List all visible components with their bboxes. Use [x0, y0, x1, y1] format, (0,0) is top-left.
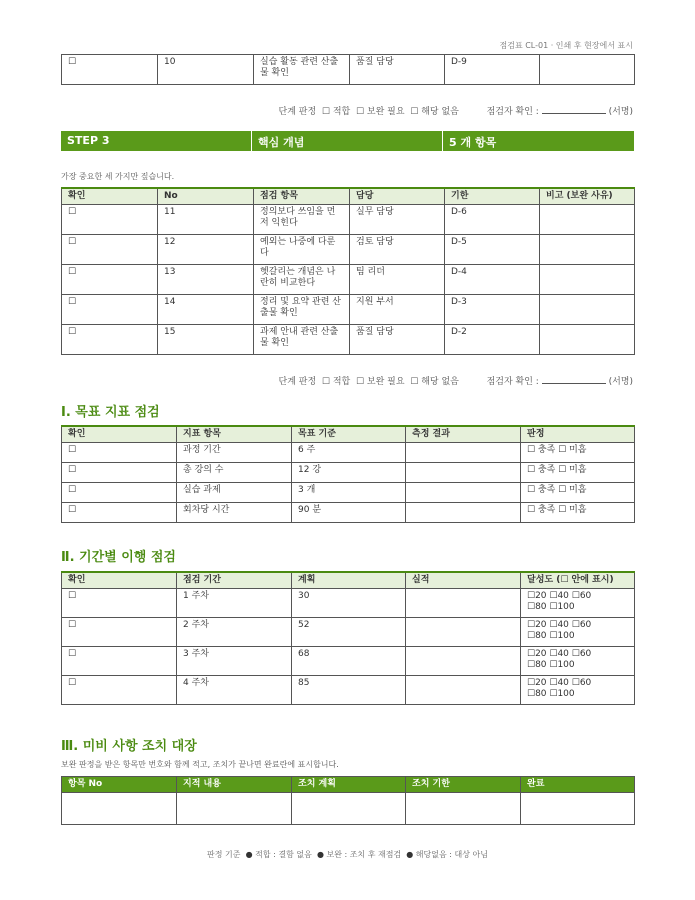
table-row — [62, 463, 635, 483]
col-item-no: 항목 No — [62, 777, 177, 793]
plan-value: 30 — [292, 589, 406, 618]
table-row — [62, 676, 635, 705]
achievement-line[interactable]: ☐20 ☐40 ☐60 — [527, 620, 592, 630]
achievement-options[interactable] — [521, 618, 635, 647]
input-cell[interactable] — [177, 793, 292, 825]
checkbox[interactable]: ☐ — [62, 55, 158, 85]
judgment-option-na[interactable]: ☐ 해당 없음 — [410, 377, 459, 387]
step-check-table — [61, 187, 635, 355]
achievement-line[interactable]: ☐80 ☐100 — [527, 631, 575, 641]
period: 1 주차 — [177, 589, 292, 618]
table-row — [62, 618, 635, 647]
result-cell[interactable] — [406, 483, 521, 503]
table-row — [62, 295, 635, 325]
plan-value: 85 — [292, 676, 406, 705]
note-cell[interactable] — [540, 295, 635, 325]
owner: 실무 담당 — [350, 205, 445, 235]
col-target: 목표 기준 — [292, 426, 406, 443]
step-note: 가장 중요한 세 가지만 짚습니다. — [61, 172, 175, 181]
item-number: 12 — [158, 235, 254, 265]
checkbox[interactable]: ☐ — [62, 503, 177, 523]
inspector-label: 점검자 확인 : — [486, 107, 539, 117]
col-check: 확인 — [62, 426, 177, 443]
deadline: D-3 — [445, 295, 540, 325]
input-cell[interactable] — [521, 793, 635, 825]
section-title: Ⅲ. 미비 사항 조치 대장 — [61, 739, 197, 754]
table-row — [62, 235, 635, 265]
checkbox[interactable]: ☐ — [62, 589, 177, 618]
top-continuation-table — [61, 54, 635, 85]
signature-line[interactable] — [542, 375, 606, 384]
plan-value: 52 — [292, 618, 406, 647]
stage-judgment-line — [279, 374, 633, 387]
result-cell[interactable] — [406, 463, 521, 483]
table-row — [62, 483, 635, 503]
table-row — [62, 589, 635, 618]
owner: 품질 담당 — [350, 55, 445, 85]
checkbox[interactable]: ☐ — [62, 647, 177, 676]
target-value: 90 분 — [292, 503, 406, 523]
table-header-row — [62, 572, 635, 589]
note-cell[interactable] — [540, 325, 635, 355]
item-number: 10 — [158, 55, 254, 85]
col-check: 확인 — [62, 572, 177, 589]
col-actual: 실적 — [406, 572, 521, 589]
item-number: 13 — [158, 265, 254, 295]
actual-cell[interactable] — [406, 618, 521, 647]
col-metric: 지표 항목 — [177, 426, 292, 443]
item-text: 예외는 나중에 다룬다 — [254, 235, 350, 265]
stage-judgment-line — [279, 104, 633, 117]
achievement-line[interactable]: ☐80 ☐100 — [527, 660, 575, 670]
col-plan: 계획 — [292, 572, 406, 589]
legend-item: 보완 : 조치 후 재점검 — [326, 850, 402, 859]
achievement-line[interactable]: ☐20 ☐40 ☐60 — [527, 591, 592, 601]
metric-name: 총 강의 수 — [177, 463, 292, 483]
item-text: 실습 활동 관련 산출물 확인 — [254, 55, 350, 85]
checkbox[interactable]: ☐ — [62, 265, 158, 295]
step-bar — [61, 131, 634, 151]
item-number: 15 — [158, 325, 254, 355]
achievement-options[interactable] — [521, 647, 635, 676]
bullet-icon: ● — [316, 850, 324, 859]
item-text: 과제 안내 관련 산출물 확인 — [254, 325, 350, 355]
table-header-row — [62, 777, 635, 793]
achievement-options[interactable] — [521, 589, 635, 618]
legend-label: 판정 기준 — [207, 850, 241, 859]
period: 3 주차 — [177, 647, 292, 676]
judgment-option-fix[interactable]: ☐ 보완 필요 — [355, 377, 405, 387]
judgment-option-pass[interactable]: ☐ 적합 — [321, 377, 351, 387]
deadline: D-6 — [445, 205, 540, 235]
item-number: 14 — [158, 295, 254, 325]
target-metrics-table — [61, 425, 635, 523]
col-no: No — [158, 188, 254, 205]
period: 2 주차 — [177, 618, 292, 647]
judgment-label: 단계 판정 — [278, 377, 317, 387]
action-log-table — [61, 776, 635, 825]
note-cell[interactable] — [540, 205, 635, 235]
actual-cell[interactable] — [406, 589, 521, 618]
item-text: 헷갈리는 개념은 나란히 비교한다 — [254, 265, 350, 295]
section-title: Ⅱ. 기간별 이행 점검 — [61, 550, 176, 565]
target-value: 12 강 — [292, 463, 406, 483]
achievement-line[interactable]: ☐80 ☐100 — [527, 689, 575, 699]
judgment-option-fix[interactable]: ☐ 보완 필요 — [355, 107, 405, 117]
plan-value: 68 — [292, 647, 406, 676]
checkbox[interactable]: ☐ — [62, 325, 158, 355]
owner: 지원 부서 — [350, 295, 445, 325]
col-deadline: 기한 — [445, 188, 540, 205]
target-value: 3 개 — [292, 483, 406, 503]
table-row — [62, 443, 635, 463]
col-action-deadline: 조치 기한 — [406, 777, 521, 793]
judgment-label: 단계 판정 — [278, 107, 317, 117]
owner: 품질 담당 — [350, 325, 445, 355]
checkbox[interactable]: ☐ — [62, 463, 177, 483]
document-header: 점검표 CL-01 · 인쇄 후 현장에서 표시 — [499, 41, 633, 50]
period: 4 주차 — [177, 676, 292, 705]
note-cell[interactable] — [540, 235, 635, 265]
signature-label: (서명) — [608, 107, 633, 117]
col-note: 비고 (보완 사유) — [540, 188, 635, 205]
section-title: Ⅰ. 목표 지표 점검 — [61, 405, 160, 420]
item-text: 정의보다 쓰임을 먼저 익힌다 — [254, 205, 350, 235]
owner: 팀 리더 — [350, 265, 445, 295]
verdict-options[interactable]: ☐ 충족 ☐ 미흡 — [521, 483, 635, 503]
signature-label: (서명) — [608, 377, 633, 387]
table-row — [62, 55, 635, 85]
col-achievement: 달성도 (☐ 안에 표시) — [521, 572, 635, 589]
table-row — [62, 793, 635, 825]
owner: 검토 담당 — [350, 235, 445, 265]
table-row — [62, 205, 635, 235]
checkbox[interactable]: ☐ — [62, 618, 177, 647]
input-cell[interactable] — [292, 793, 406, 825]
col-result: 측정 결과 — [406, 426, 521, 443]
metric-name: 회차당 시간 — [177, 503, 292, 523]
checkbox[interactable]: ☐ — [62, 235, 158, 265]
step-count: 5 개 항목 — [449, 136, 497, 149]
table-row — [62, 265, 635, 295]
item-number: 11 — [158, 205, 254, 235]
deadline: D-5 — [445, 235, 540, 265]
achievement-line[interactable]: ☐80 ☐100 — [527, 602, 575, 612]
bullet-icon: ● — [406, 850, 414, 859]
checkbox[interactable]: ☐ — [62, 483, 177, 503]
judgment-option-pass[interactable]: ☐ 적합 — [321, 107, 351, 117]
note-cell[interactable] — [540, 55, 635, 85]
table-row — [62, 503, 635, 523]
signature-line[interactable] — [542, 105, 606, 114]
metric-name: 과정 기간 — [177, 443, 292, 463]
deadline: D-2 — [445, 325, 540, 355]
input-cell[interactable] — [406, 793, 521, 825]
legend-item: 적합 : 결함 없음 — [255, 850, 312, 859]
col-owner: 담당 — [350, 188, 445, 205]
checkbox[interactable]: ☐ — [62, 295, 158, 325]
col-verdict: 판정 — [521, 426, 635, 443]
verdict-options[interactable]: ☐ 충족 ☐ 미흡 — [521, 463, 635, 483]
section-note: 보완 판정을 받은 항목만 번호와 함께 적고, 조치가 끝나면 완료란에 표시합니다. — [61, 760, 339, 769]
checkbox[interactable]: ☐ — [62, 205, 158, 235]
result-cell[interactable] — [406, 503, 521, 523]
judgment-option-na[interactable]: ☐ 해당 없음 — [410, 107, 459, 117]
col-finding: 지적 내용 — [177, 777, 292, 793]
table-header-row — [62, 426, 635, 443]
achievement-line[interactable]: ☐20 ☐40 ☐60 — [527, 649, 592, 659]
table-row — [62, 647, 635, 676]
legend-item: 해당없음 : 대상 아님 — [415, 850, 488, 859]
table-row — [62, 325, 635, 355]
achievement-options[interactable] — [521, 676, 635, 705]
col-item: 점검 항목 — [254, 188, 350, 205]
table-header-row — [62, 188, 635, 205]
col-period: 점검 기간 — [177, 572, 292, 589]
verdict-options[interactable]: ☐ 충족 ☐ 미흡 — [521, 503, 635, 523]
deadline: D-9 — [445, 55, 540, 85]
metric-name: 실습 과제 — [177, 483, 292, 503]
actual-cell[interactable] — [406, 676, 521, 705]
target-value: 6 주 — [292, 443, 406, 463]
deadline: D-4 — [445, 265, 540, 295]
col-done: 완료 — [521, 777, 635, 793]
inspector-label: 점검자 확인 : — [486, 377, 539, 387]
step-label: STEP 3 — [61, 131, 252, 151]
bullet-icon: ● — [245, 850, 253, 859]
checkbox[interactable]: ☐ — [62, 443, 177, 463]
col-action-plan: 조치 계획 — [292, 777, 406, 793]
col-check: 확인 — [62, 188, 158, 205]
checkbox[interactable]: ☐ — [62, 676, 177, 705]
result-cell[interactable] — [406, 443, 521, 463]
achievement-line[interactable]: ☐20 ☐40 ☐60 — [527, 678, 592, 688]
verdict-options[interactable]: ☐ 충족 ☐ 미흡 — [521, 443, 635, 463]
item-text: 정리 및 요약 관련 산출물 확인 — [254, 295, 350, 325]
period-progress-table — [61, 571, 635, 705]
actual-cell[interactable] — [406, 647, 521, 676]
legend-footer — [0, 849, 695, 860]
note-cell[interactable] — [540, 265, 635, 295]
step-topic: 핵심 개념 — [252, 131, 443, 151]
input-cell[interactable] — [62, 793, 177, 825]
